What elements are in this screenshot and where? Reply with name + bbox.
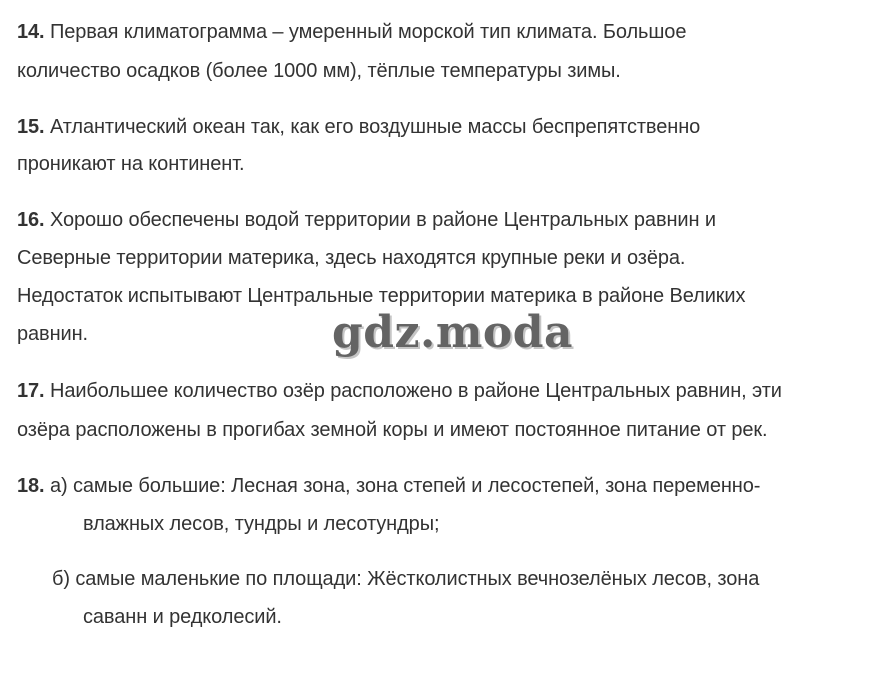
answer-15-line-2: проникают на континент. xyxy=(17,153,245,175)
answer-text: Хорошо обеспечены водой территории в районе Центральных равнин и xyxy=(44,209,716,231)
answer-18-line-1 xyxy=(17,474,760,498)
answer-number: 18. xyxy=(17,475,45,497)
answer-17-line-2: озёра расположены в прогибах земной коры и имеют постоянное питание от рек. xyxy=(17,419,768,441)
answer-text: Наибольшее количество озёр расположено в районе Центральных равнин, эти xyxy=(44,380,782,402)
answer-14-line-2: количество осадков (более 1000 мм), тёплые температуры зимы. xyxy=(17,60,621,82)
answer-14-line-1 xyxy=(17,20,686,44)
watermark-logo: gdz.moda xyxy=(332,307,574,358)
answer-number: 16. xyxy=(17,209,45,231)
answer-15-line-1 xyxy=(17,115,700,139)
answer-number: 17. xyxy=(17,380,45,402)
answer-17-line-1 xyxy=(17,379,782,403)
answer-18-line-2: влажных лесов, тундры и лесотундры; xyxy=(83,513,440,535)
answer-text: а) самые большие: Лесная зона, зона степей и лесостепей, зона переменно- xyxy=(44,475,761,497)
answer-16-line-1 xyxy=(17,208,716,232)
answer-16-line-4: равнин. xyxy=(17,323,88,345)
answer-text: Атлантический океан так, как его воздушные массы беспрепятственно xyxy=(44,116,701,138)
answer-number: 14. xyxy=(17,21,45,43)
answer-16-line-2: Северные территории материка, здесь находятся крупные реки и озёра. xyxy=(17,247,686,269)
answer-text: Первая климатограмма – умеренный морской тип климата. Большое xyxy=(44,21,687,43)
answer-16-line-3: Недостаток испытывают Центральные территории материка в районе Великих xyxy=(17,285,746,307)
answer-number: 15. xyxy=(17,116,45,138)
answer-18-line-4: саванн и редколесий. xyxy=(83,606,282,628)
answer-18-line-3: б) самые маленькие по площади: Жёстколистных вечнозелёных лесов, зона xyxy=(52,568,760,590)
